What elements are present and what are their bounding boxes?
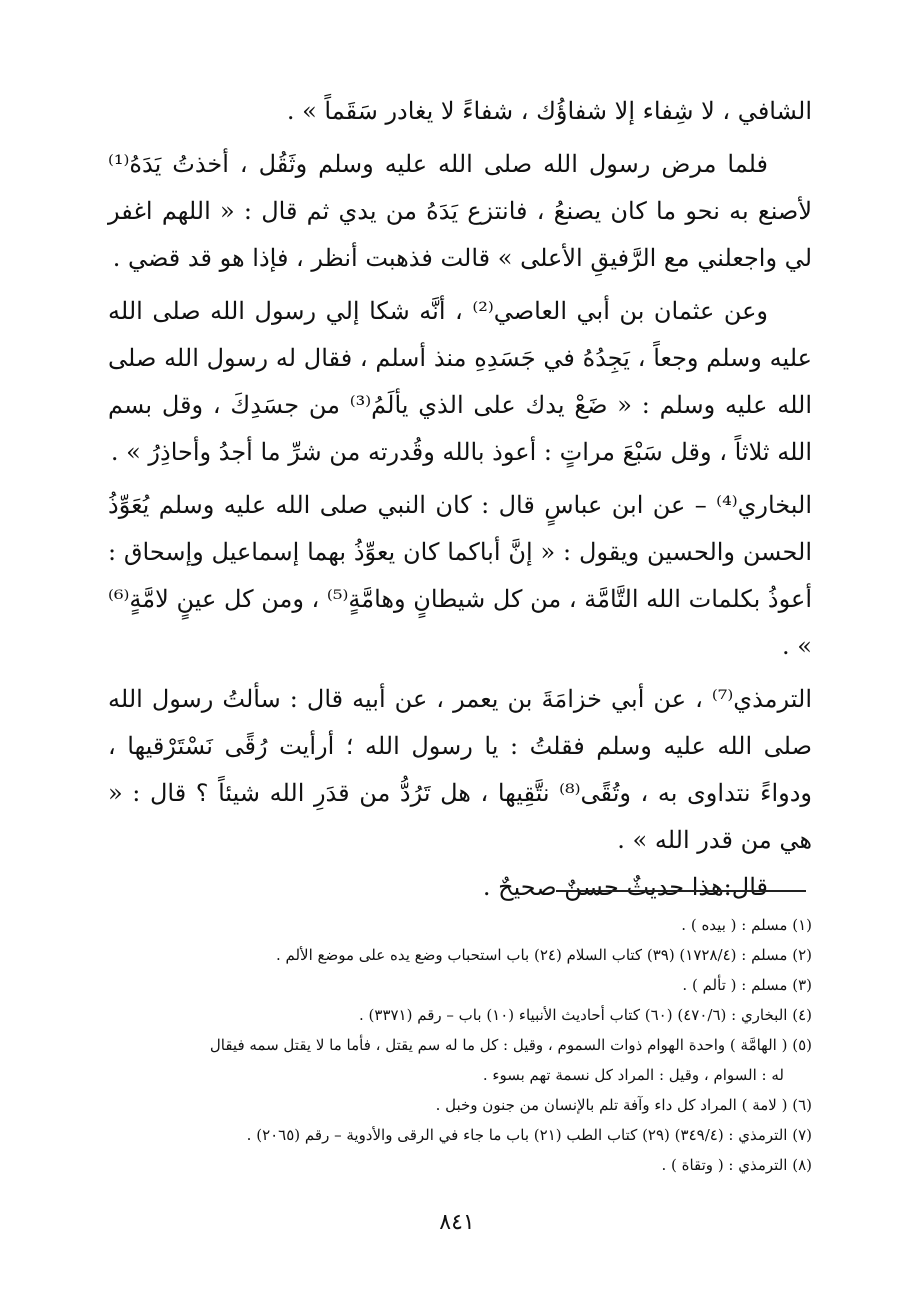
paragraph-2: فلما مرض رسول الله صلى الله عليه وسلم وثَقُل ، أخذتُ يَدَهُ⁽¹⁾ لأصنع به نحو ما كان يصنعُ ، فانتزع يَدَهُ من يدي ثم قال : « اللهم اغفر لي واجعلني مع الرَّفيقِ الأعلى » قالت فذهبت أنظر ، فإذا هو قد قضي . xyxy=(108,150,812,272)
footnote-8: (٨) الترمذي : ( وتقاة ) . xyxy=(661,1156,812,1174)
footnotes xyxy=(108,910,812,1180)
footnote-5: (٥) ( الهامَّة ) واحدة الهوام ذوات السموم ، وقيل : كل ما له سم يقتل ، فأما ما لا يقتل سمه فيقال xyxy=(209,1036,812,1054)
footnote-6: (٦) ( لامة ) المراد كل داء وآفة تلم بالإنسان من جنون وخبل . xyxy=(435,1096,812,1114)
paragraph-3: وعن عثمان بن أبي العاصي⁽²⁾ ، أنَّه شكا إلي رسول الله صلى الله عليه وسلم وجعاً ، يَجِدُهُ في جَسَدِهِ منذ أسلم ، فقال له رسول الله صلى الله عليه وسلم : « ضَعْ يدك على الذي يألَمُ⁽³⁾ من جسَدِكَ ، وقل بسم الله ثلاثاً ، وقل سَبْعَ مراتٍ : أعوذ بالله وقُدرته من شرِّ ما أجدُ وأحاذِرُ » . xyxy=(108,297,812,466)
paragraph-6: قال:هذا حديثٌ حسنٌ صحيحٌ . xyxy=(482,873,768,901)
main-text xyxy=(108,88,812,911)
footnote-1: (١) مسلم : ( بيده ) . xyxy=(681,916,812,934)
paragraph-4: البخاري⁽⁴⁾ – عن ابن عباسٍ قال : كان النبي صلى الله عليه وسلم يُعَوِّذُ الحسن والحسين ويقول : « إنَّ أباكما كان يعوِّذُ بهما إسماعيل وإسحاق : أعوذُ بكلمات الله التَّامَّة ، من كل شيطانٍ وهامَّةٍ⁽⁵⁾ ، ومن كل عينٍ لامَّةٍ⁽⁶⁾ » . xyxy=(108,491,812,660)
footnote-2: (٢) مسلم : (١٧٢٨/٤) (٣٩) كتاب السلام (٢٤) باب استحباب وضع يده على موضع الألم . xyxy=(275,946,812,964)
footnote-5-continued: له : السوام ، وقيل : المراد كل نسمة تهم بسوء . xyxy=(482,1066,784,1084)
footnote-divider xyxy=(556,890,806,892)
footnote-3: (٣) مسلم : ( تألم ) . xyxy=(682,976,812,994)
footnote-7: (٧) الترمذي : (٣٤٩/٤) (٢٩) كتاب الطب (٢١) باب ما جاء في الرقى والأدوية – رقم (٢٠٦٥) . xyxy=(246,1126,812,1144)
paragraph-5: الترمذي⁽⁷⁾ ، عن أبي خزامَةَ بن يعمر ، عن أبيه قال : سألتُ رسول الله صلى الله عليه وسلم فقلتُ : يا رسول الله ؛ أرأيت رُقًى نَسْتَرْقيها ، ودواءً نتداوى به ، وتُقًى⁽⁸⁾ نتَّقِيها ، هل تَرُدُّ من قدَرِ الله شيئاً ؟ قال : « هي من قدر الله » . xyxy=(108,685,812,854)
paragraph-1: الشافي ، لا شِفاء إلا شفاؤُك ، شفاءً لا يغادر سَقَماً » . xyxy=(286,97,812,125)
footnote-4: (٤) البخاري : (٤٧٠/٦) (٦٠) كتاب أحاديث الأنبياء (١٠) باب – رقم (٣٣٧١) . xyxy=(359,1006,812,1024)
page-number: ٨٤١ xyxy=(439,1210,475,1235)
